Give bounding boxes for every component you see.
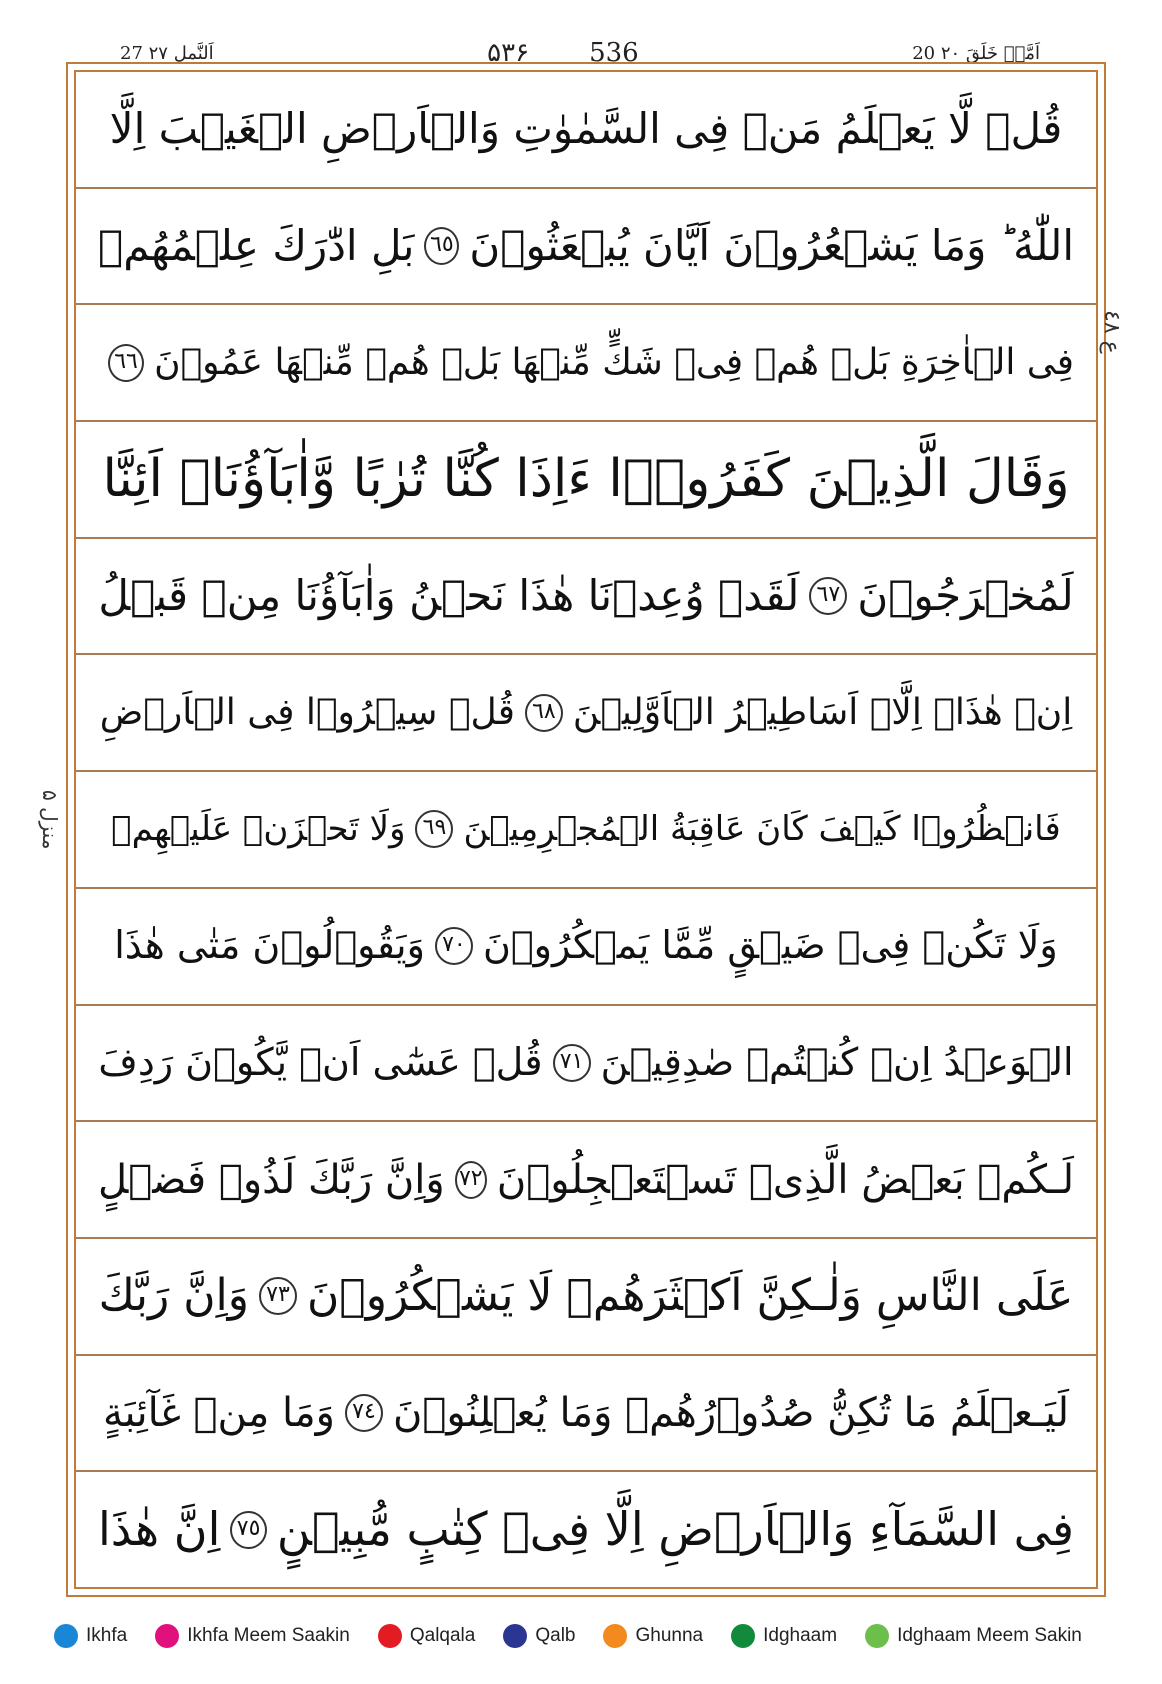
legend-label: Qalb — [535, 1625, 576, 1646]
text-line — [76, 655, 1096, 772]
verse-text: بَلِ ادّٰرَكَ عِلۡمُهُمۡ — [98, 220, 415, 270]
legend-label: Ikhfa Meem Saakin — [187, 1625, 350, 1646]
verse-text: لَمُخۡرَجُوۡنَ — [857, 571, 1074, 620]
verse-text: الۡوَعۡدُ اِنۡ كُنۡتُمۡ صٰدِقِيۡنَ — [600, 1039, 1074, 1084]
text-line — [76, 1239, 1096, 1356]
quran-text-lines — [76, 72, 1096, 1587]
color-dot-icon — [731, 1624, 755, 1648]
legend-item — [731, 1624, 837, 1648]
verse-text: لَيَـعۡلَمُ مَا تُكِنُّ صُدُوۡرُهُمۡ وَمَا يُعۡلِنُوۡنَ — [392, 1389, 1070, 1436]
verse-number-marker: ٧٥ — [230, 1511, 267, 1549]
color-dot-icon — [378, 1624, 402, 1648]
legend-item — [155, 1624, 350, 1648]
manzil-mark: منزل ۵ — [38, 790, 62, 850]
verse-number-marker: ٦٨ — [525, 694, 563, 732]
text-line — [76, 72, 1096, 189]
verse-number-marker: ٧٤ — [345, 1394, 383, 1432]
legend-label: Idghaam Meem Sakin — [897, 1625, 1082, 1646]
text-line — [76, 772, 1096, 889]
juz-name: 20 اَمَّنۡ خَلَقَ ۲۰ — [912, 42, 1040, 64]
verse-number-marker: ٧٢ — [455, 1161, 487, 1199]
tajweed-legend — [54, 1622, 1134, 1650]
legend-label: Qalqala — [409, 1625, 476, 1646]
verse-text: وَلَا تَكُنۡ فِىۡ ضَيۡقٍ مِّمَّا يَمۡكُرُوۡنَ — [482, 923, 1058, 968]
verse-text: وَقَالَ الَّذِيۡنَ كَفَرُوۡۤا ءَاِذَا كُنَّا تُرٰبًا وَّاٰبَآؤُنَاۤ اَئِنَّا — [102, 448, 1070, 509]
verse-text: وَاِنَّ رَبَّكَ — [98, 1270, 249, 1322]
verse-text: فِى الۡاٰخِرَةِ بَلۡ هُمۡ فِىۡ شَكٍّ مِّنۡهَا بَلۡ هُمۡ مِّنۡهَا عَمُوۡنَ — [154, 341, 1074, 383]
text-line — [76, 189, 1096, 306]
verse-text: وَاِنَّ رَبَّكَ لَذُوۡ فَضۡلٍ — [98, 1156, 445, 1203]
verse-text: وَيَقُوۡلُوۡنَ مَتٰى هٰذَا — [114, 923, 425, 968]
verse-text: قُلۡ عَسٰٓى اَنۡ يَّكُوۡنَ رَدِفَ — [98, 1039, 543, 1084]
verse-text: فِى السَّمَآءِ وَالۡاَرۡضِ اِلَّا فِىۡ كِتٰبٍ مُّبِيۡنٍ — [276, 1502, 1074, 1557]
verse-number-marker: ٦٦ — [108, 344, 144, 382]
text-line — [76, 1122, 1096, 1239]
legend-item — [503, 1624, 575, 1648]
color-dot-icon — [865, 1624, 889, 1648]
legend-label: Idghaam — [763, 1625, 838, 1646]
text-line — [76, 305, 1096, 422]
text-line — [76, 1356, 1096, 1473]
legend-label: Ghunna — [635, 1625, 704, 1646]
verse-number-marker: ٧٠ — [435, 927, 473, 965]
color-dot-icon — [603, 1624, 627, 1648]
verse-number-marker: ٦٥ — [424, 227, 459, 265]
verse-text: وَلَا تَحۡزَنۡ عَلَيۡهِمۡ — [111, 808, 406, 849]
text-line — [76, 1006, 1096, 1123]
verse-text: وَمَا مِنۡ غَآئِبَةٍ — [102, 1389, 335, 1436]
verse-text: اِنَّ هٰذَا — [98, 1502, 221, 1557]
page-number: 536 — [589, 38, 639, 68]
legend-item — [54, 1624, 127, 1648]
verse-text: قُلۡ لَّا يَعۡلَمُ مَنۡ فِى السَّمٰوٰتِ وَالۡاَرۡضِ الۡغَيۡبَ اِلَّا — [109, 104, 1063, 154]
text-line — [76, 422, 1096, 539]
ruku-mark: ع ٤٨ — [1099, 310, 1124, 354]
verse-number-marker: ٧٣ — [259, 1277, 297, 1315]
surah-name: 27 اَلنَّمل ۲۷ — [120, 42, 214, 64]
verse-number-marker: ٦٩ — [415, 810, 453, 848]
verse-text: قُلۡ سِيۡرُوۡا فِى الۡاَرۡضِ — [99, 691, 515, 733]
text-line — [76, 539, 1096, 656]
page-number-arabic: ۵۳۶ — [487, 38, 530, 68]
legend-item — [378, 1624, 476, 1648]
color-dot-icon — [503, 1624, 527, 1648]
text-line — [76, 889, 1096, 1006]
text-line — [76, 1472, 1096, 1587]
color-dot-icon — [54, 1624, 78, 1648]
legend-item — [865, 1624, 1082, 1648]
legend-item — [603, 1624, 703, 1648]
verse-text: لَقَدۡ وُعِدۡنَا هٰذَا نَحۡنُ وَاٰبَآؤُنَا مِنۡ قَبۡلُ — [98, 571, 800, 620]
verse-number-marker: ٦٧ — [809, 577, 847, 615]
legend-label: Ikhfa — [86, 1625, 128, 1646]
verse-text: فَانۡظُرُوۡا كَيۡفَ كَانَ عَاقِبَةُ الۡمُجۡرِمِيۡنَ — [463, 808, 1061, 849]
verse-text: اِنۡ هٰذَاۤ اِلَّاۤ اَسَاطِيۡرُ الۡاَوَّلِيۡنَ — [572, 691, 1073, 733]
verse-text: عَلَى النَّاسِ وَلٰـكِنَّ اَكۡثَرَهُمۡ لَا يَشۡكُرُوۡنَ — [307, 1270, 1074, 1322]
color-dot-icon — [155, 1624, 179, 1648]
verse-text: لَـكُمۡ بَعۡضُ الَّذِىۡ تَسۡتَعۡجِلُوۡنَ — [496, 1156, 1074, 1203]
verse-number-marker: ٧١ — [553, 1044, 591, 1082]
verse-text: اللّٰهُ ؕ وَمَا يَشۡعُرُوۡنَ اَيَّانَ يُبۡعَثُوۡنَ — [469, 220, 1074, 270]
